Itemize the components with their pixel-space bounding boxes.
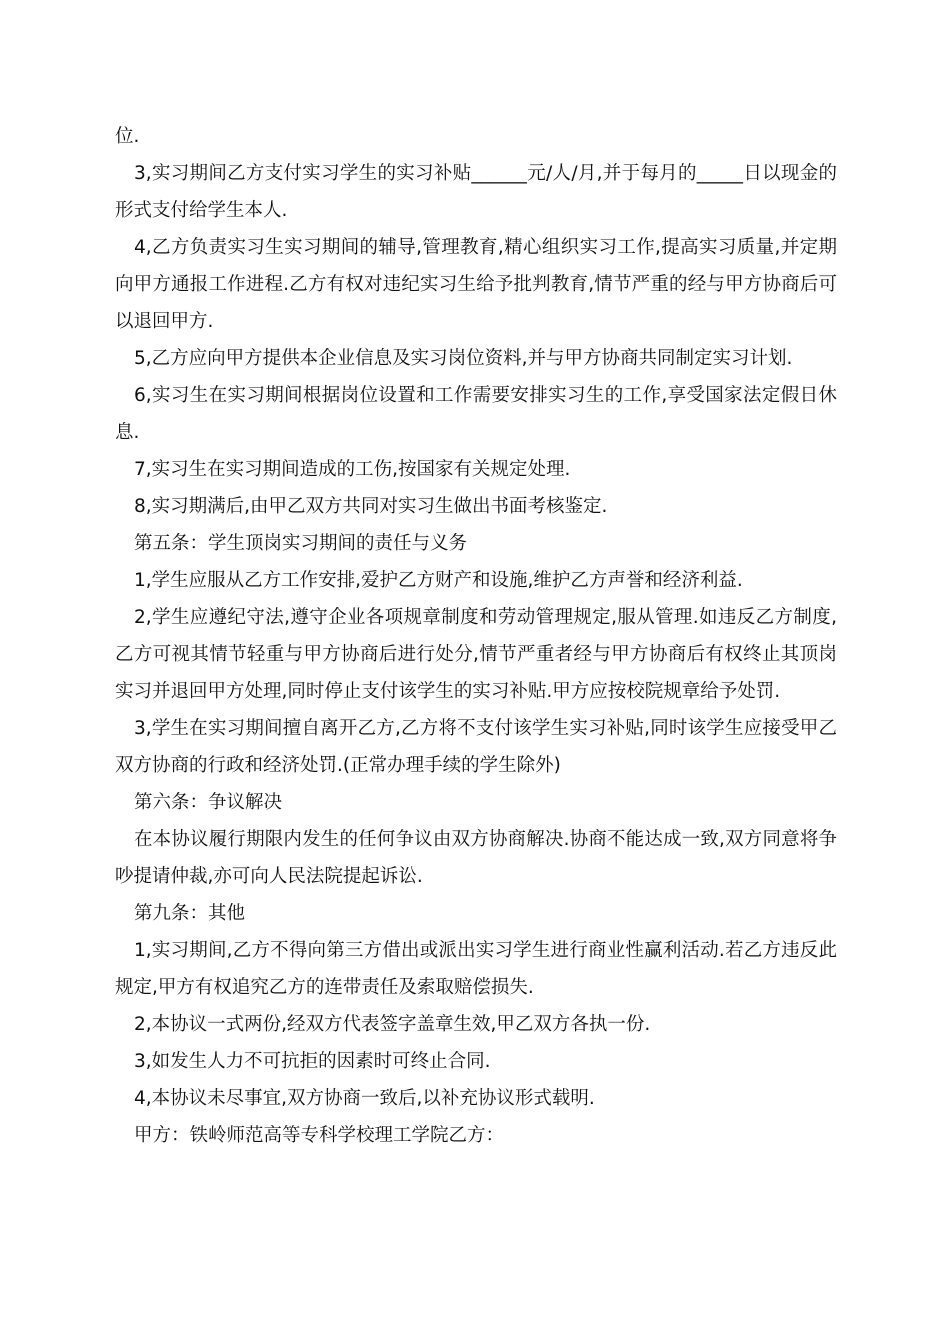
article-5-item-2: 2,学生应遵纪守法,遵守企业各项规章制度和劳动管理规定,服从管理.如违反乙方制度,乙方可视其情节轻重与甲方协商后进行处分,情节严重者经与甲方协商后有权终止其顶岗实习并退回甲方处理,同时停止支付该学生的实习补贴.甲方应按校院规章给予处罚. (115, 607, 837, 702)
document-page (115, 118, 837, 1154)
clause-item-4-guidance: 4,乙方负责实习生实习期间的辅导,管理教育,精心组织实习工作,提高实习质量,并定期向甲方通报工作进程.乙方有权对违纪实习生给予批判教育,情节严重的经与甲方协商后可以退回甲方. (115, 237, 837, 332)
article-6-heading: 第六条：争议解决 (134, 792, 283, 813)
article-6-body: 在本协议履行期限内发生的任何争议由双方协商解决.协商不能达成一致,双方同意将争吵提请仲裁,亦可向人民法院提起诉讼. (115, 829, 837, 887)
clause-item-8-assessment: 8,实习期满后,由甲乙双方共同对实习生做出书面考核鉴定. (134, 496, 608, 517)
paragraph-continuation: 位. (115, 126, 140, 147)
article-9-item-4: 4,本协议未尽事宜,双方协商一致后,以补充协议形式载明. (134, 1088, 595, 1109)
article-9-heading: 第九条：其他 (134, 903, 246, 924)
article-5-heading: 第五条：学生顶岗实习期间的责任与义务 (134, 533, 468, 554)
clause-item-3-subsidy: 3,实习期间乙方支付实习学生的实习补贴______元/人/月,并于每月的_____日以现金的形式支付给学生本人. (115, 163, 837, 221)
article-9-item-1: 1,实习期间,乙方不得向第三方借出或派出实习学生进行商业性赢利活动.若乙方违反此规定,甲方有权追究乙方的连带责任及索取赔偿损失. (115, 940, 837, 998)
signature-parties-line: 甲方：铁岭师范高等专科学校理工学院乙方： (134, 1125, 505, 1146)
article-5-item-1: 1,学生应服从乙方工作安排,爱护乙方财产和设施,维护乙方声誉和经济利益. (134, 570, 743, 591)
article-9-item-3: 3,如发生人力不可抗拒的因素时可终止合同. (134, 1051, 491, 1072)
clause-item-7-injury: 7,实习生在实习期间造成的工伤,按国家有关规定处理. (134, 459, 571, 480)
article-9-item-2: 2,本协议一式两份,经双方代表签字盖章生效,甲乙双方各执一份. (134, 1014, 651, 1035)
article-5-item-3: 3,学生在实习期间擅自离开乙方,乙方将不支付该学生实习补贴,同时该学生应接受甲乙双方协商的行政和经济处罚.(正常办理手续的学生除外) (115, 718, 837, 776)
clause-item-5-info: 5,乙方应向甲方提供本企业信息及实习岗位资料,并与甲方协商共同制定实习计划. (134, 348, 793, 369)
clause-item-6-holidays: 6,实习生在实习期间根据岗位设置和工作需要安排实习生的工作,享受国家法定假日休息. (115, 385, 837, 443)
